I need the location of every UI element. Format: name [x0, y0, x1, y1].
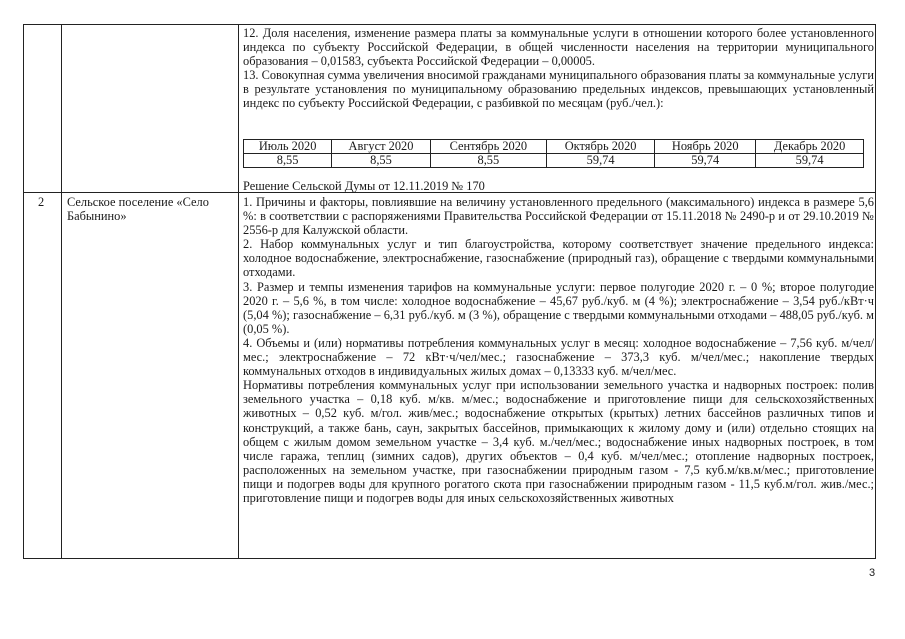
month-value: 59,74 [655, 154, 756, 168]
paragraph-norms: Нормативы потребления коммунальных услуг при использовании земельного участка и надворных построек: полив земельного участка – 0,18 куб. м/кв. м/мес.; водоснабжение и приготовление пищи для сельскохозяйственных животных – 0,52 куб. м/гол. жив/мес.; водоснабжение открытых (крытых) летних бассейнов различных типов и конструкций, а также бань, саун, закрытых бассейнов, примыкающих к жилому дому и (или) отдельно стоящих на общем с жилым домом земельном участке – 3,4 куб. м./чел/мес.; водоснабжение иных надворных построек, в том числе гаража, теплиц (зимних садов), других объектов – 0,4 куб. м/чел/мес.; отопление надворных построек, расположенных на земельном участке, при газоснабжении природным газом - 7,5 куб.м/кв.м/мес.; приготовление пищи и подогрев воды для крупного рогатого скота при газоснабжении природным газом - 11,5 куб.м/гол. жив./мес.; приготовление пищи и подогрев воды для иных сельскохозяйственных животных [243, 378, 874, 505]
row-number: 2 [38, 195, 45, 209]
paragraph-12: 12. Доля населения, изменение размера платы за коммунальные услуги в отношении которого более установленного индекса по субъекту Российской Федерации, в общей численности населения на территории муниципального образования – 0,01583, субъекта Российской Федерации – 0,00005. [243, 26, 874, 69]
month-header: Ноябрь 2020 [655, 140, 756, 154]
column-divider [238, 24, 239, 559]
page-number: 3 [869, 567, 876, 579]
paragraph-13: 13. Совокупная сумма увеличения вносимой гражданами муниципального образования платы за коммунальные услуги в результате установления по муниципальному образованию предельных индексов, превышающих установленный индекс по субъекту Российской Федерации, с разбивкой по месяцам (руб./чел.): [243, 68, 874, 111]
month-value: 59,74 [547, 154, 655, 168]
table-border-right [875, 24, 876, 559]
month-value: 8,55 [332, 154, 430, 168]
month-value: 59,74 [756, 154, 864, 168]
month-header: Сентябрь 2020 [430, 140, 546, 154]
decision-reference: Решение Сельской Думы от 12.11.2019 № 170 [243, 179, 485, 193]
month-header: Июль 2020 [244, 140, 332, 154]
document-table [23, 24, 876, 559]
table-border-top [23, 24, 876, 25]
paragraph-4: 4. Объемы и (или) нормативы потребления коммунальных услуг в месяц: холодное водоснабжение – 7,56 куб. м/чел/мес.; электроснабжение – 72 кВт·ч/чел/мес.; газоснабжение – 373,3 куб. м/чел/мес.; накопление твердых коммунальных отходов в индивидуальных жилых домах – 0,13333 куб. м/чел/мес. [243, 335, 874, 379]
months-values-row [244, 154, 864, 168]
column-divider [61, 24, 62, 559]
top-row-content [243, 26, 874, 111]
month-header: Октябрь 2020 [547, 140, 655, 154]
paragraph-1: 1. Причины и факторы, повлиявшие на величину установленного предельного (максимального) индекса в размере 5,6 %: в соответствии с распоряжениями Правительства Российской Федерации от 15.11.2018 № 2490-р и от 29.10.2019 № 2556-р для Калужской области. [243, 195, 874, 238]
table-border-left [23, 24, 24, 559]
months-table [243, 139, 864, 168]
month-header: Декабрь 2020 [756, 140, 864, 154]
month-value: 8,55 [430, 154, 546, 168]
paragraph-3: 3. Размер и темпы изменения тарифов на коммунальные услуги: первое полугодие 2020 г. – 0 %; второе полугодие 2020 г. – 5,6 %, в том числе: холодное водоснабжение – 45,67 руб./куб. м (4 %); электроснабжение – 3,54 руб./кВт·ч (5,04 %); газоснабжение – 6,31 руб./куб. м (3 %), обращение с твердыми коммунальными отходами – 488,05 руб./куб. м (0,05 %). [243, 279, 874, 336]
paragraph-2: 2. Набор коммунальных услуг и тип благоустройства, которому соответствует значение предельного индекса: холодное водоснабжение, электроснабжение, газоснабжение (природный газ), обращение с твердыми коммунальными отходами. [243, 237, 874, 280]
table-border-bottom [23, 558, 876, 559]
month-value: 8,55 [244, 154, 332, 168]
municipality-name: Сельское поселение «Село Бабынино» [67, 195, 209, 223]
month-header: Август 2020 [332, 140, 430, 154]
months-header-row [244, 140, 864, 154]
row2-content [243, 195, 874, 505]
